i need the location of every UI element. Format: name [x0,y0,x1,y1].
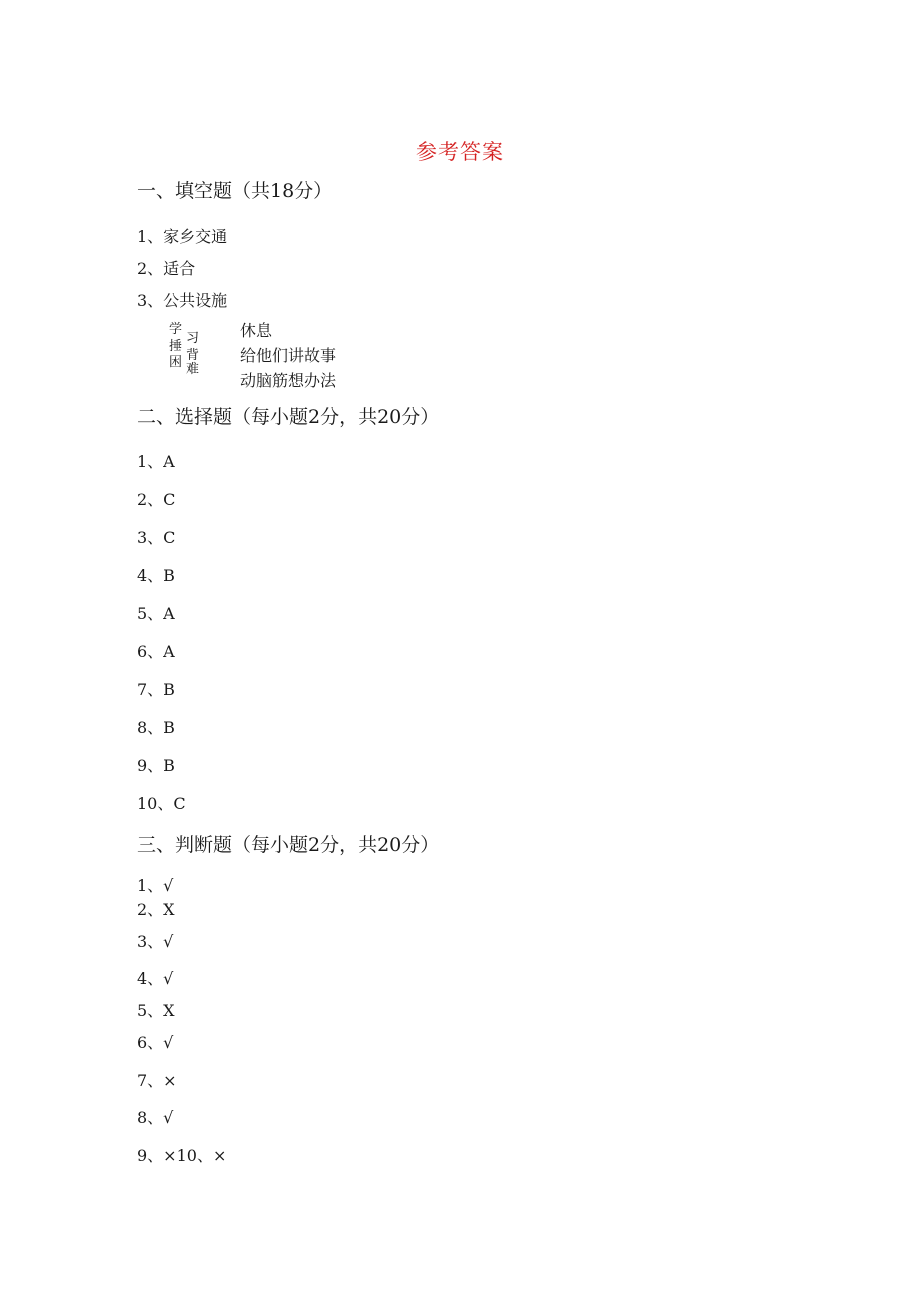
answer-item: 3、C [137,528,176,547]
answer-item: 3、公共设施 [137,291,228,310]
answer-item: 1、√ [137,876,174,895]
section-heading-multiple-choice: 二、选择题（每小题2分，共20分） [137,406,440,428]
page-title: 参考答案 [416,140,504,164]
answer-item: 6、√ [137,1033,174,1052]
answer-item: 4、√ [137,969,174,988]
answer-item: 4、B [137,566,175,585]
answer-item: 9、×10、× [137,1146,227,1165]
match-word: 困 [169,355,183,370]
answer-item: 7、B [137,680,175,699]
match-word: 背 [186,348,200,363]
answer-item: 5、X [137,1001,175,1020]
answer-item: 5、A [137,604,175,623]
answer-item: 9、B [137,756,175,775]
answer-item: 2、C [137,490,176,509]
answer-item: 1、A [137,452,175,471]
answer-item: 8、B [137,718,175,737]
match-word: 捶 [169,339,183,354]
match-word: 学 [169,322,183,337]
match-word: 习 [186,331,200,346]
section-heading-fill-blank: 一、填空题（共18分） [137,180,333,202]
answer-item: 2、适合 [137,259,196,278]
answer-item: 1、家乡交通 [137,227,228,246]
match-answer: 休息 [240,321,273,340]
answer-item: 6、A [137,642,175,661]
answer-item: 3、√ [137,932,174,951]
answer-item: 2、X [137,900,175,919]
answer-item: 7、× [137,1071,177,1090]
answer-item: 10、C [137,794,186,813]
match-answer: 动脑筋想办法 [240,371,337,390]
section-heading-true-false: 三、判断题（每小题2分，共20分） [137,834,440,856]
answer-item: 8、√ [137,1108,174,1127]
match-word: 难 [186,362,200,377]
match-answer: 给他们讲故事 [240,346,337,365]
